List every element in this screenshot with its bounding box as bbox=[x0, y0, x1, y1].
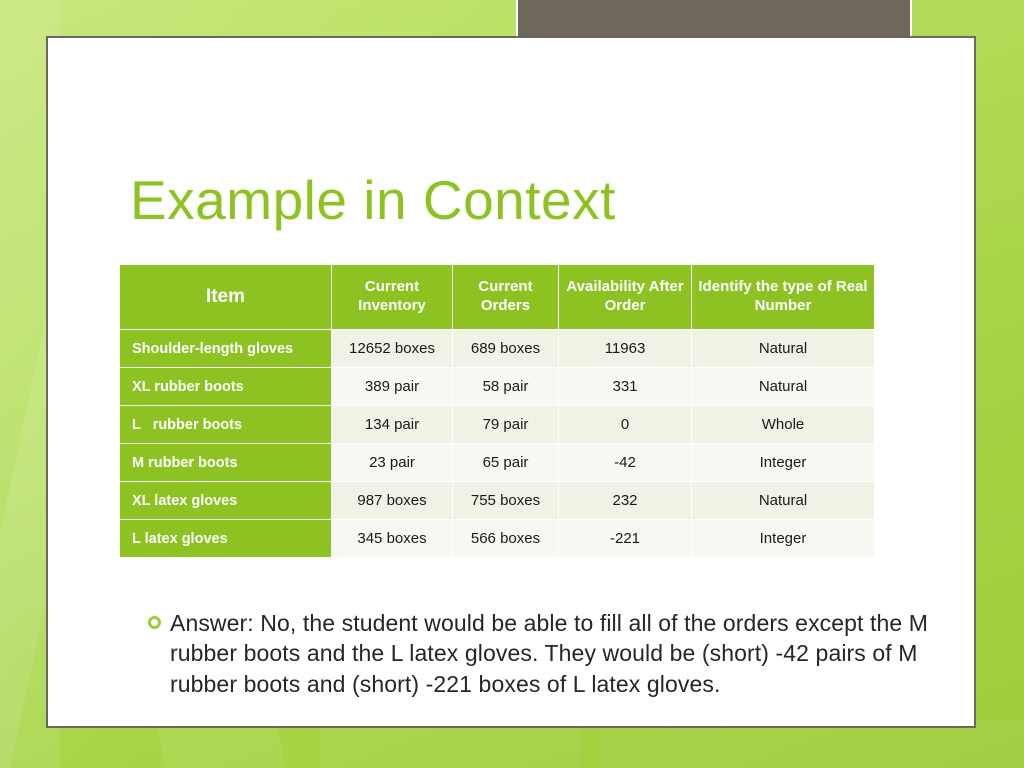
cell-availability-after-order: 331 bbox=[559, 368, 692, 406]
row-header-item: M rubber boots bbox=[120, 444, 332, 482]
column-header-availability-after-order: Availability After Order bbox=[559, 265, 692, 330]
inventory-table bbox=[119, 264, 875, 558]
cell-current-orders: 689 boxes bbox=[453, 330, 559, 368]
cell-current-inventory: 389 pair bbox=[332, 368, 453, 406]
cell-availability-after-order: -42 bbox=[559, 444, 692, 482]
cell-current-orders: 566 boxes bbox=[453, 520, 559, 558]
cell-availability-after-order: 11963 bbox=[559, 330, 692, 368]
column-header-type-of-real-number: Identify the type of Real Number bbox=[692, 265, 875, 330]
cell-type-of-real-number: Natural bbox=[692, 368, 875, 406]
answer-text: Answer: No, the student would be able to fill all of the orders except the M rubber boots and the L latex gloves. They would be (short) -42 pairs of M rubber boots and (short) -221 boxes of L latex gloves. bbox=[170, 610, 929, 697]
table-row bbox=[120, 444, 875, 482]
cell-type-of-real-number: Whole bbox=[692, 406, 875, 444]
table-row bbox=[120, 520, 875, 558]
column-header-current-orders: Current Orders bbox=[453, 265, 559, 330]
cell-type-of-real-number: Integer bbox=[692, 444, 875, 482]
cell-current-inventory: 345 boxes bbox=[332, 520, 453, 558]
table-row bbox=[120, 406, 875, 444]
row-header-item: L rubber boots bbox=[120, 406, 332, 444]
cell-current-inventory: 12652 boxes bbox=[332, 330, 453, 368]
table-row bbox=[120, 482, 875, 520]
cell-type-of-real-number: Natural bbox=[692, 330, 875, 368]
column-header-item: Item bbox=[120, 265, 332, 330]
cell-current-orders: 755 boxes bbox=[453, 482, 559, 520]
cell-current-inventory: 987 boxes bbox=[332, 482, 453, 520]
table-header-row bbox=[120, 265, 875, 330]
table-body bbox=[120, 330, 875, 558]
page-title: Example in Context bbox=[130, 169, 616, 231]
cell-type-of-real-number: Natural bbox=[692, 482, 875, 520]
table-row bbox=[120, 330, 875, 368]
cell-current-orders: 58 pair bbox=[453, 368, 559, 406]
cell-availability-after-order: 232 bbox=[559, 482, 692, 520]
cell-current-orders: 79 pair bbox=[453, 406, 559, 444]
cell-current-orders: 65 pair bbox=[453, 444, 559, 482]
cell-current-inventory: 134 pair bbox=[332, 406, 453, 444]
cell-type-of-real-number: Integer bbox=[692, 520, 875, 558]
cell-availability-after-order: 0 bbox=[559, 406, 692, 444]
row-header-item: XL rubber boots bbox=[120, 368, 332, 406]
cell-availability-after-order: -221 bbox=[559, 520, 692, 558]
column-header-current-inventory: Current Inventory bbox=[332, 265, 453, 330]
answer-bullet bbox=[148, 608, 938, 699]
table-row bbox=[120, 368, 875, 406]
table-header bbox=[120, 265, 875, 330]
slide-content-card bbox=[46, 36, 976, 728]
row-header-item: Shoulder-length gloves bbox=[120, 330, 332, 368]
ring-bullet-icon bbox=[148, 608, 170, 632]
cell-current-inventory: 23 pair bbox=[332, 444, 453, 482]
row-header-item: L latex gloves bbox=[120, 520, 332, 558]
row-header-item: XL latex gloves bbox=[120, 482, 332, 520]
